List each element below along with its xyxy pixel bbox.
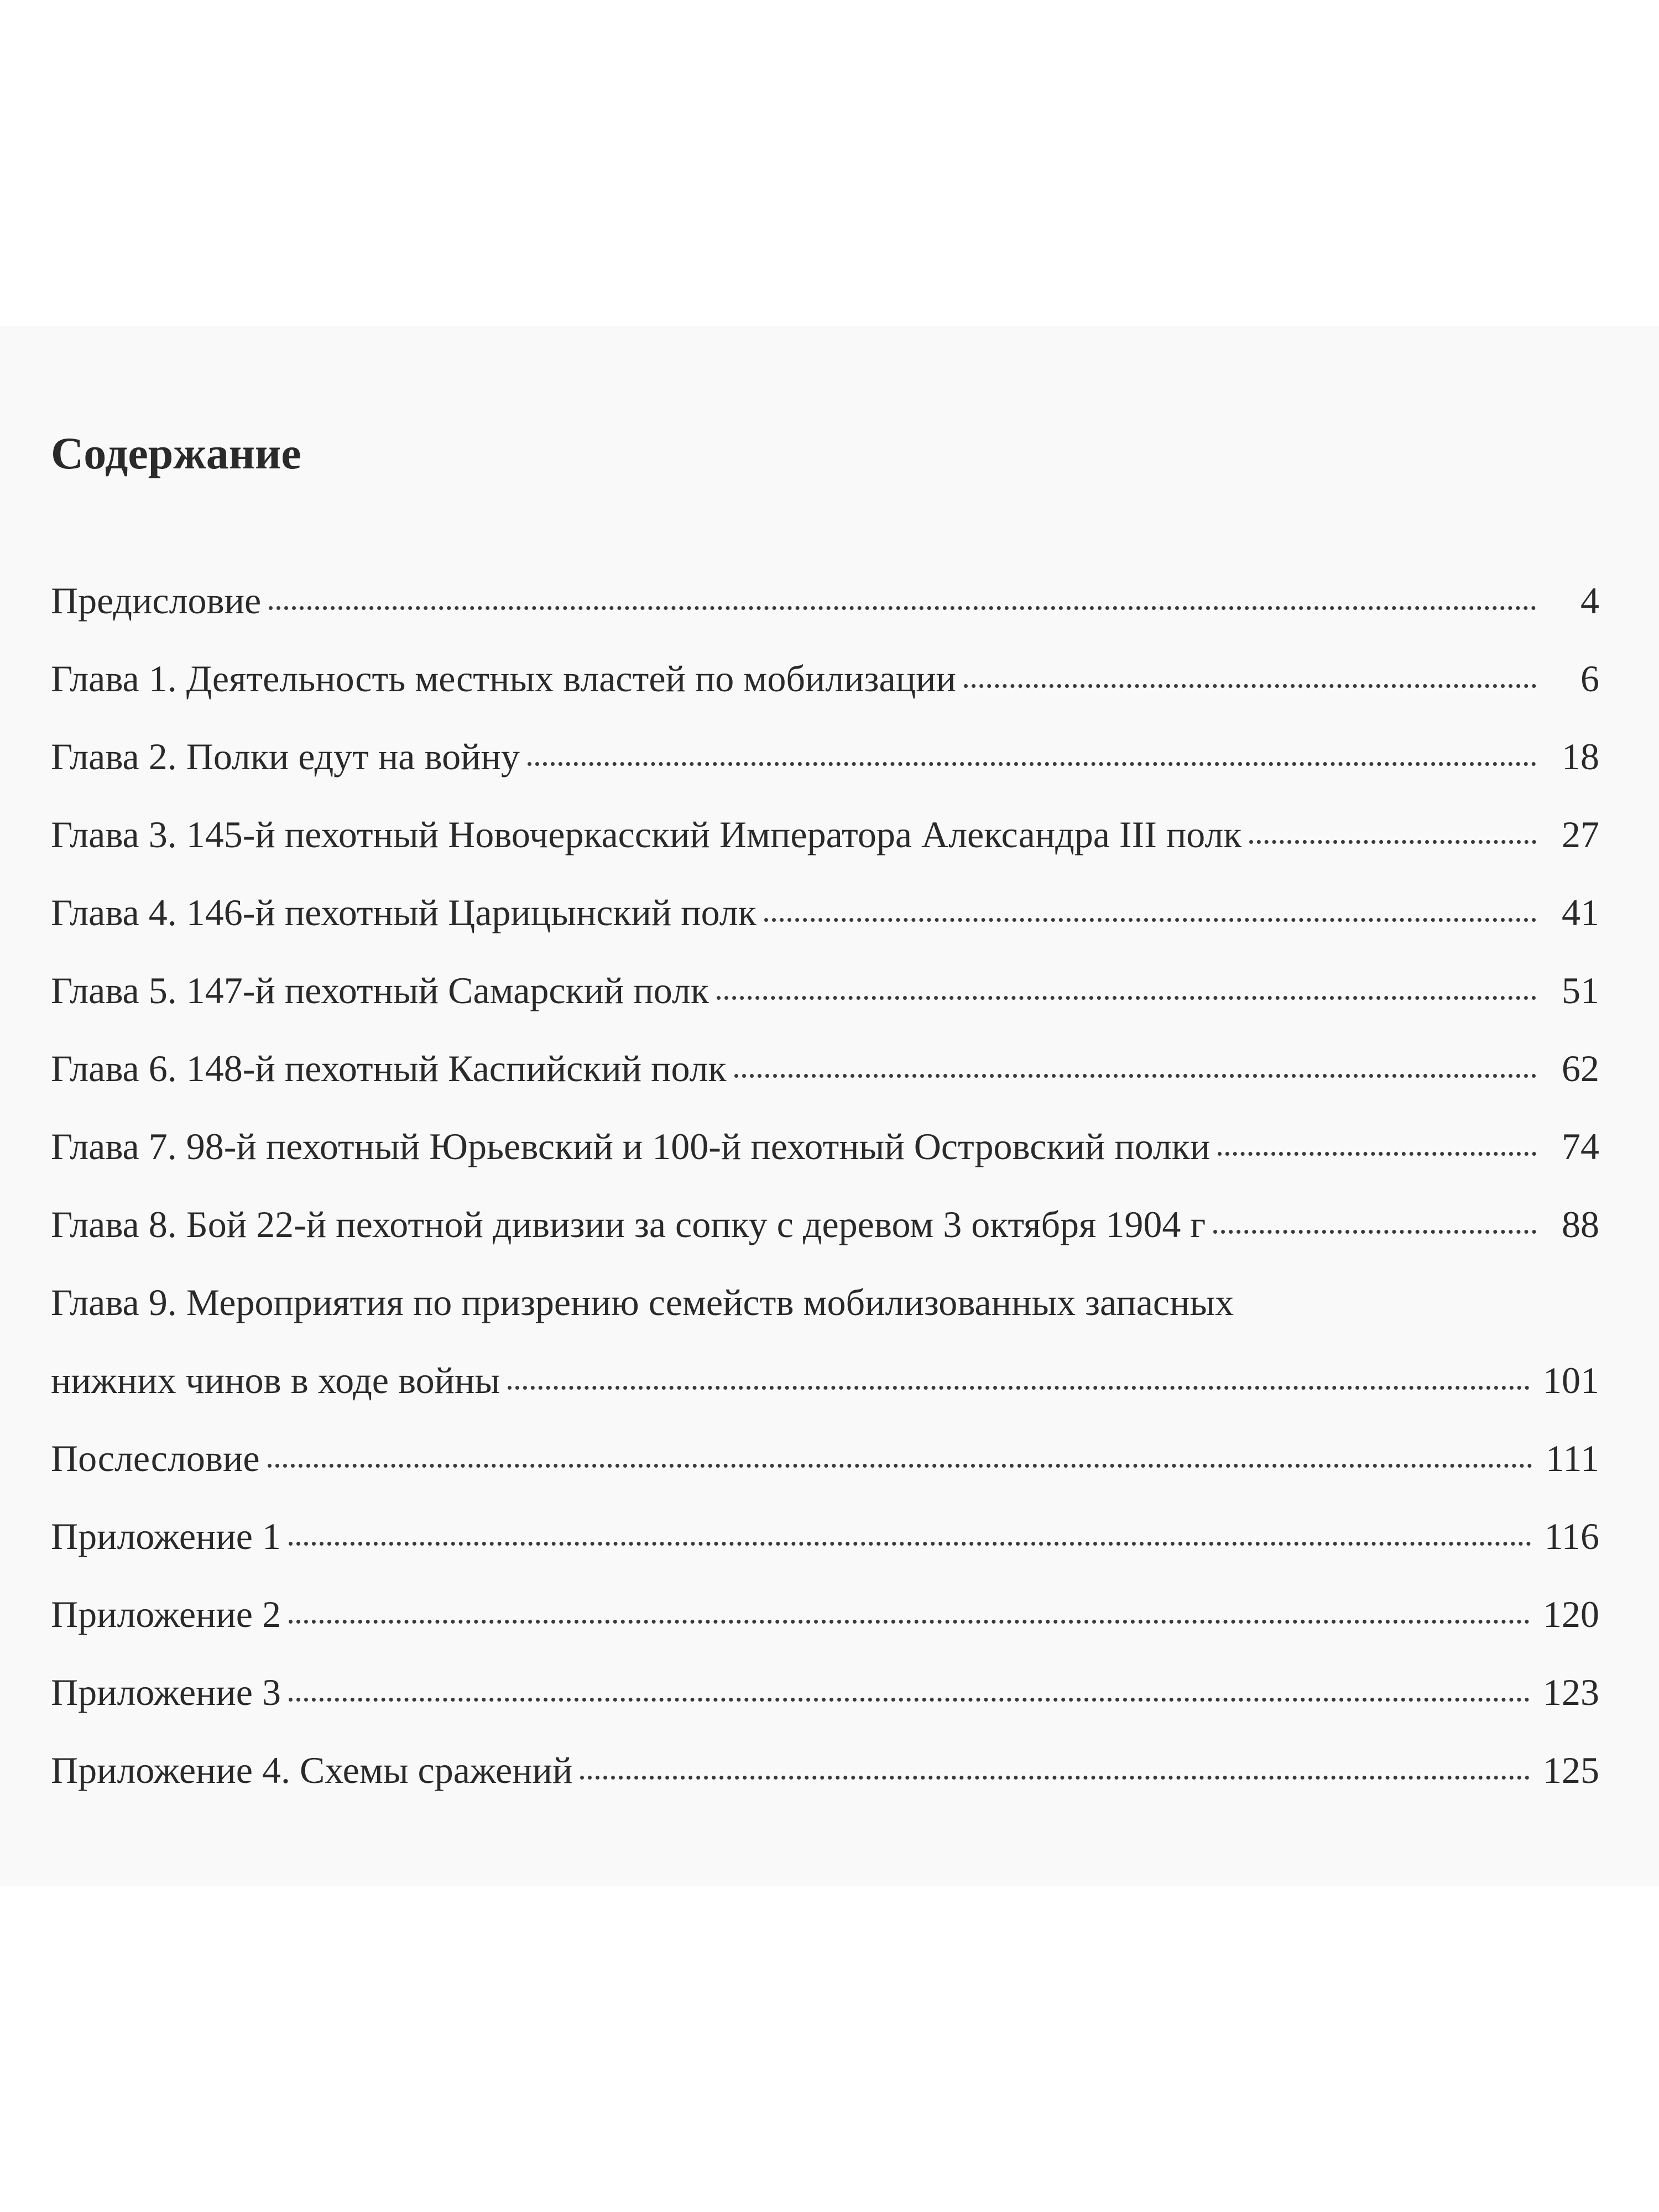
toc-entry-chapter-9-line-1[interactable] — [51, 1264, 1599, 1342]
dot-leader — [764, 918, 1536, 922]
toc-entry-chapter-1[interactable] — [51, 640, 1599, 718]
toc-entry-page: 51 — [1562, 969, 1599, 1011]
toc-entry-label: Предисловие — [51, 580, 262, 622]
toc-entry-label: Приложение 1 — [51, 1515, 281, 1557]
toc-entry-label: Глава 6. 148-й пехотный Каспийский полк — [51, 1047, 727, 1089]
toc-entry-label: Приложение 4. Схемы сражений — [51, 1749, 573, 1791]
toc-entry-page: 4 — [1580, 580, 1599, 622]
toc-entry-page: 88 — [1562, 1203, 1599, 1245]
toc-entry-label: Глава 5. 147-й пехотный Самарский полк — [51, 969, 709, 1011]
toc-entry-chapter-6[interactable] — [51, 1030, 1599, 1108]
toc-entry-label: Приложение 3 — [51, 1671, 281, 1713]
dot-leader — [289, 1542, 1531, 1546]
toc-entry-page: 62 — [1562, 1047, 1599, 1089]
toc-entry-preface[interactable] — [51, 562, 1599, 640]
toc-entry-label: Глава 9. Мероприятия по призрению семейств мобилизованных запасных — [51, 1281, 1234, 1323]
toc-entry-chapter-2[interactable] — [51, 718, 1599, 796]
toc-entry-chapter-3[interactable] — [51, 796, 1599, 874]
table-of-contents — [51, 562, 1599, 1809]
dot-leader — [734, 1074, 1536, 1078]
toc-entry-page: 116 — [1544, 1515, 1599, 1557]
toc-entry-label: нижних чинов в ходе войны — [51, 1359, 500, 1401]
toc-entry-appendix-4[interactable] — [51, 1731, 1599, 1809]
dot-leader — [289, 1620, 1530, 1624]
toc-entry-appendix-1[interactable] — [51, 1498, 1599, 1575]
toc-entry-page: 41 — [1562, 891, 1599, 933]
toc-entry-page: 6 — [1580, 658, 1599, 700]
toc-entry-page: 120 — [1543, 1593, 1599, 1635]
dot-leader — [289, 1698, 1530, 1702]
dot-leader — [508, 1386, 1530, 1390]
dot-leader — [964, 684, 1536, 688]
dot-leader — [717, 996, 1536, 1000]
toc-entry-chapter-7[interactable] — [51, 1108, 1599, 1186]
toc-entry-label: Приложение 2 — [51, 1593, 281, 1635]
toc-entry-label: Глава 3. 145-й пехотный Новочеркасский Императора Александра III полк — [51, 813, 1242, 855]
toc-entry-label: Глава 4. 146-й пехотный Царицынский полк — [51, 891, 757, 933]
dot-leader — [528, 762, 1536, 766]
dot-leader — [1218, 1152, 1536, 1156]
dot-leader — [268, 1464, 1532, 1468]
dot-leader — [1249, 840, 1536, 844]
toc-entry-page: 18 — [1562, 735, 1599, 778]
toc-entry-chapter-5[interactable] — [51, 952, 1599, 1030]
toc-entry-afterword[interactable] — [51, 1420, 1599, 1498]
toc-entry-page: 111 — [1546, 1437, 1599, 1479]
toc-entry-appendix-2[interactable] — [51, 1575, 1599, 1653]
toc-entry-label: Глава 2. Полки едут на войну — [51, 735, 520, 778]
toc-heading: Содержание — [51, 428, 301, 478]
toc-entry-page: 125 — [1543, 1749, 1599, 1791]
toc-entry-page: 74 — [1562, 1125, 1599, 1167]
toc-entry-page: 101 — [1543, 1359, 1599, 1401]
toc-entry-label: Глава 8. Бой 22-й пехотной дивизии за сопку с деревом 3 октября 1904 г — [51, 1203, 1206, 1245]
toc-entry-appendix-3[interactable] — [51, 1653, 1599, 1731]
toc-entry-page: 123 — [1543, 1671, 1599, 1713]
toc-entry-label: Глава 1. Деятельность местных властей по мобилизации — [51, 658, 956, 700]
dot-leader — [580, 1776, 1530, 1780]
toc-entry-chapter-8[interactable] — [51, 1186, 1599, 1264]
toc-entry-chapter-9-line-2[interactable] — [51, 1342, 1599, 1420]
toc-entry-label: Послесловие — [51, 1437, 260, 1479]
toc-entry-page: 27 — [1562, 813, 1599, 855]
dot-leader — [1213, 1230, 1536, 1234]
toc-entry-label: Глава 7. 98-й пехотный Юрьевский и 100-й пехотный Островский полки — [51, 1125, 1211, 1167]
toc-entry-chapter-4[interactable] — [51, 874, 1599, 952]
dot-leader — [269, 606, 1536, 610]
